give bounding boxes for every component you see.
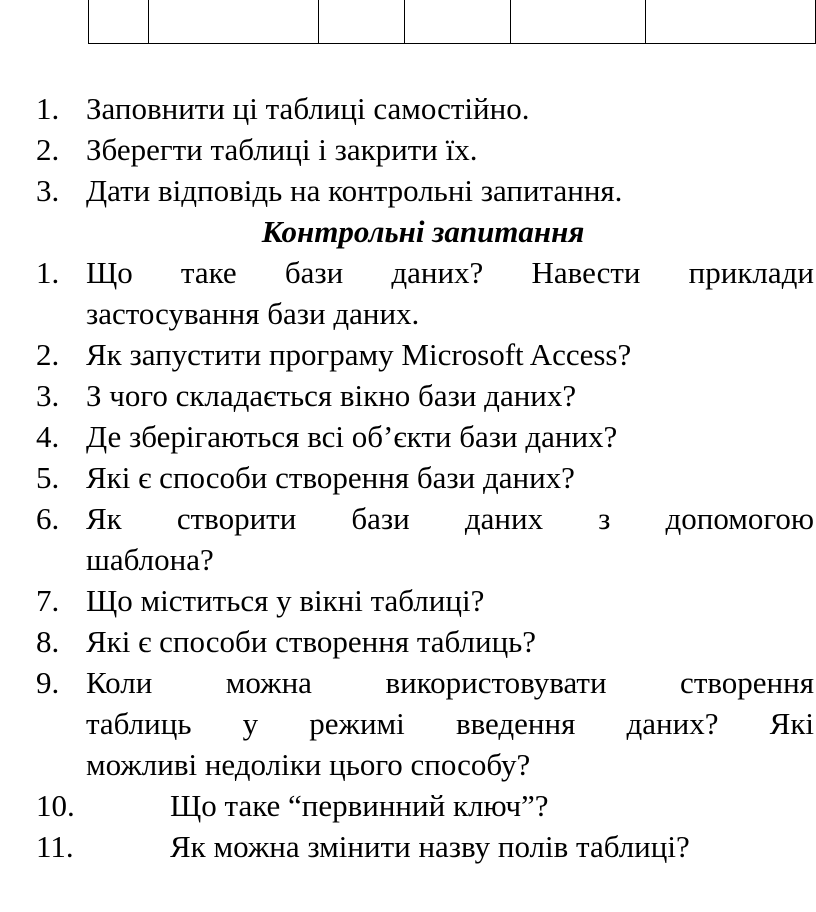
- list-number: 2.: [36, 132, 60, 167]
- question-text: Як створити бази даних з допомогою: [86, 501, 814, 536]
- list-number: 6.: [36, 501, 60, 536]
- question-text: Які є способи створення таблиць?: [86, 624, 537, 659]
- question-item: [0, 252, 816, 334]
- question-text: застосування бази даних.: [86, 296, 420, 331]
- list-number: 3.: [36, 378, 60, 413]
- table-cell: [405, 0, 511, 44]
- question-text: можливі недоліки цього способу?: [86, 747, 531, 782]
- list-number: 10.: [36, 788, 75, 823]
- question-item: [0, 621, 816, 662]
- question-text: Які є способи створення бази даних?: [86, 460, 575, 495]
- question-item: [0, 580, 816, 621]
- question-item: [0, 785, 816, 826]
- question-text: таблиць у режимі введення даних? Які: [86, 706, 814, 741]
- question-text: Де зберігаються всі об’єкти бази даних?: [86, 419, 618, 454]
- question-text: шаблона?: [86, 542, 214, 577]
- questions-list: [0, 252, 816, 867]
- question-item: [0, 416, 816, 457]
- table-cell: [646, 0, 816, 44]
- list-number: 1.: [36, 91, 60, 126]
- task-text: Дати відповідь на контрольні запитання.: [86, 173, 623, 208]
- list-number: 4.: [36, 419, 60, 454]
- task-text: Зберегти таблиці і закрити їх.: [86, 132, 478, 167]
- table-row: [89, 0, 816, 44]
- list-number: 1.: [36, 255, 60, 290]
- question-text: Коли можна використовувати створення: [86, 665, 814, 700]
- document-body: [0, 88, 816, 867]
- question-item: [0, 375, 816, 416]
- question-item: [0, 662, 816, 785]
- task-item: [0, 88, 816, 129]
- table-cell: [319, 0, 405, 44]
- question-text: Що міститься у вікні таблиці?: [86, 583, 485, 618]
- table-cell: [89, 0, 149, 44]
- question-text: Що таке бази даних? Навести приклади: [86, 255, 814, 290]
- question-text: Що таке “первинний ключ”?: [170, 788, 549, 823]
- list-number: 2.: [36, 337, 60, 372]
- top-table-fragment: [88, 0, 816, 44]
- question-text: З чого складається вікно бази даних?: [86, 378, 577, 413]
- table-cell: [149, 0, 319, 44]
- task-item: [0, 129, 816, 170]
- task-list: [0, 88, 816, 211]
- question-text: Як можна змінити назву полів таблиці?: [170, 829, 690, 864]
- list-number: 8.: [36, 624, 60, 659]
- question-item: [0, 826, 816, 867]
- question-item: [0, 457, 816, 498]
- list-number: 7.: [36, 583, 60, 618]
- list-number: 5.: [36, 460, 60, 495]
- task-text: Заповнити ці таблиці самостійно.: [86, 91, 530, 126]
- table-cell: [511, 0, 646, 44]
- task-item: [0, 170, 816, 211]
- questions-heading: Контрольні запитання: [261, 214, 585, 249]
- question-item: [0, 498, 816, 580]
- list-number: 9.: [36, 665, 60, 700]
- list-number: 11.: [36, 829, 74, 864]
- question-item: [0, 334, 816, 375]
- question-text: Як запустити програму Microsoft Access?: [86, 337, 632, 372]
- list-number: 3.: [36, 173, 60, 208]
